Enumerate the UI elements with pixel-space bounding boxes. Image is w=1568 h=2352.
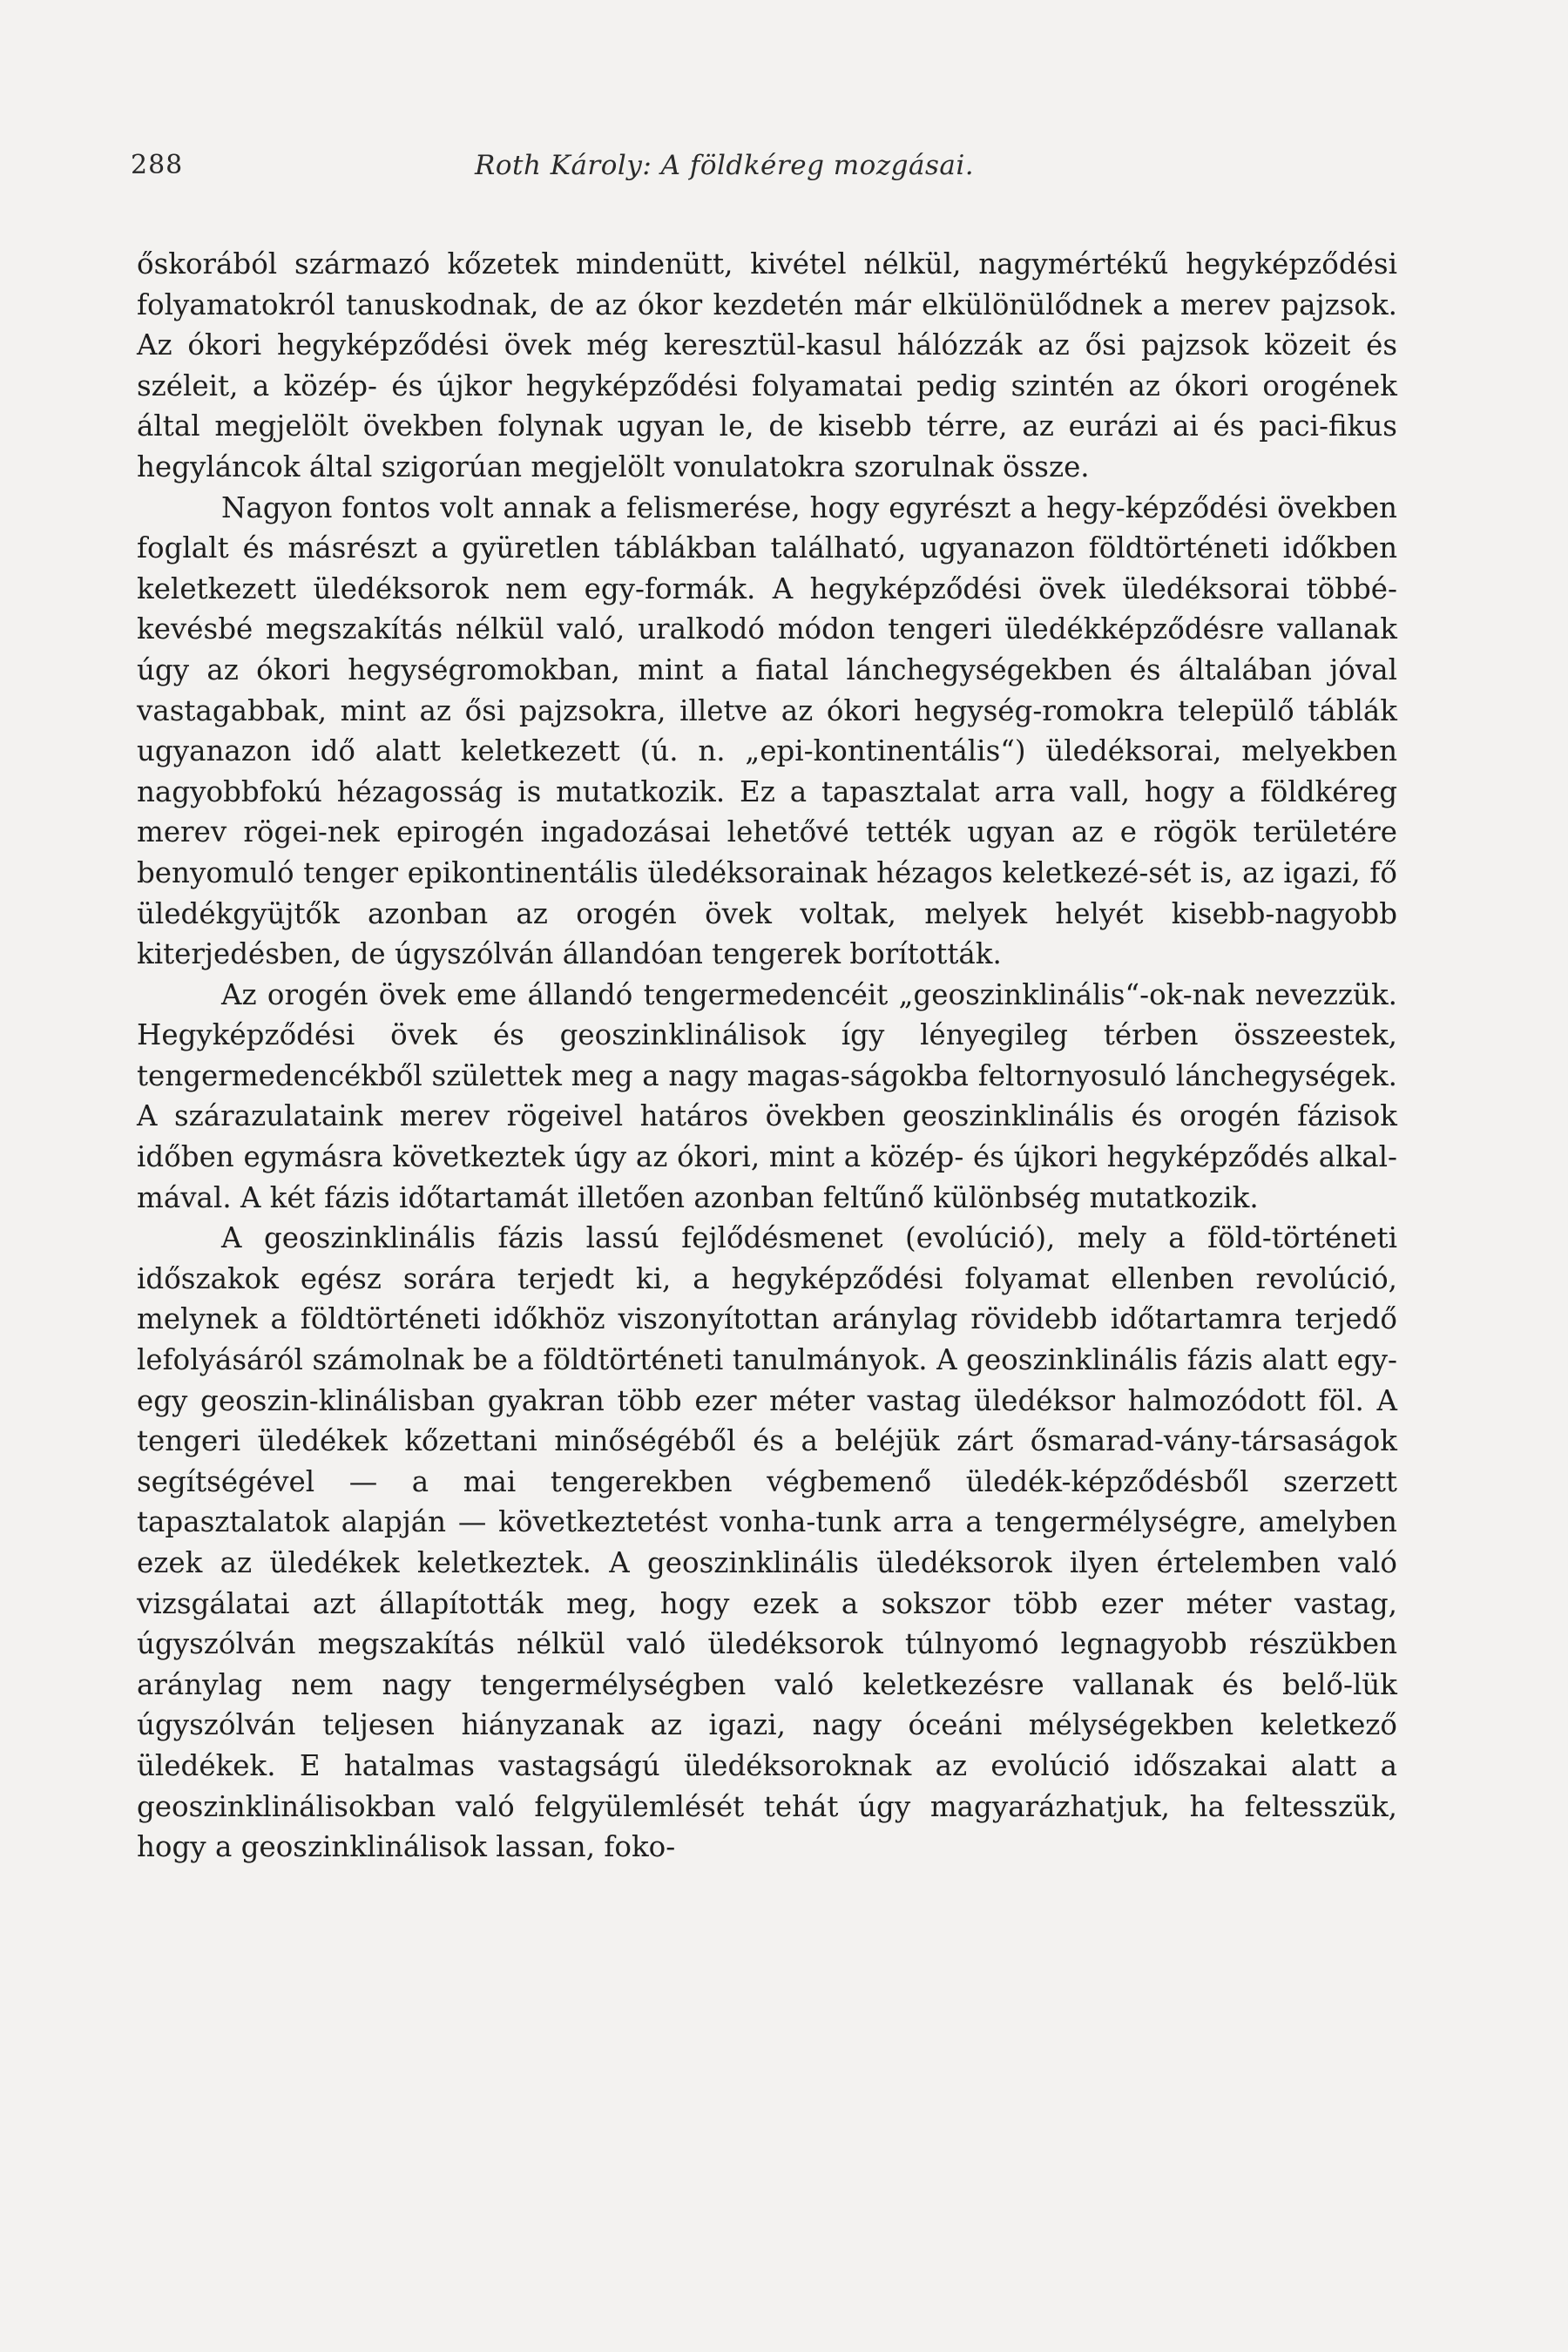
paragraph-4: A geoszinklinális fázis lassú fejlődésmenet (evolúció), mely a föld-történeti időszakok egész sorára terjedt ki, a hegyképződési folyamat ellenben revolúció, melynek a földtörténeti időkhöz viszonyítottan aránylag rövidebb időtartamra terjedő lefolyásáról számolnak be a földtörténeti tanulmányok. A geoszinklinális fázis alatt egy-egy geoszin-klinálisban gyakran több ezer méter vastag üledéksor halmozódott föl. A tengeri üledékek kőzettani minőségéből és a beléjük zárt ősmarad-vány-társaságok segítségével — a mai tengerekben végbemenő üledék-képződésből szerzett tapasztalatok alapján — következtetést vonha-tunk arra a tengermélységre, amelyben ezek az üledékek keletkeztek. A geoszinklinális üledéksorok ilyen értelemben való vizsgálatai azt állapították meg, hogy ezek a sokszor több ezer méter vastag, úgyszólván megszakítás nélkül való üledéksorok túlnyomó legnagyobb részükben aránylag nem nagy tengermélységben való keletkezésre vallanak és belő-lük úgyszólván teljesen hiányzanak az igazi, nagy óceáni mélységekben keletkező üledékek. E hatalmas vastagságú üledéksoroknak az evolúció időszakai alatt a geoszinklinálisokban való felgyülemlését tehát úgy magyarázhatjuk, ha feltesszük, hogy a geoszinklinálisok lassan, foko- (137, 1221, 1397, 1864)
running-title: Roth Károly: A földkéreg mozgásai. (475, 150, 975, 181)
page-number: 288 (131, 150, 184, 180)
body-text (137, 244, 1397, 1868)
paragraph-3: Az orogén övek eme állandó tengermedencéit „geoszinklinális“-ok-nak nevezzük. Hegyképződési övek és geoszinklinálisok így lényegileg térben összeestek, tengermedencékből születtek meg a nagy magas-ságokba feltornyosuló lánchegységek. A szárazulataink merev rögeivel határos övekben geoszinklinális és orogén fázisok időben egymásra következtek úgy az ókori, mint a közép- és újkori hegyképződés alkal-mával. A két fázis időtartamát illetően azonban feltűnő különbség mutatkozik. (137, 977, 1397, 1214)
paragraph-1: őskorából származó kőzetek mindenütt, kivétel nélkül, nagymértékű hegyképződési folyamatokról tanuskodnak, de az ókor kezdetén már elkülönülődnek a merev pajzsok. Az ókori hegyképződési övek még keresztül-kasul hálózzák az ősi pajzsok közeit és széleit, a közép- és újkor hegyképződési folyamatai pedig szintén az ókori orogének által megjelölt övekben folynak ugyan le, de kisebb térre, az eurázi ai és paci-fikus hegyláncok által szigorúan megjelölt vonulatokra szorulnak össze. (137, 247, 1397, 483)
page-header (131, 150, 1402, 193)
paragraph-2: Nagyon fontos volt annak a felismerése, hogy egyrészt a hegy-képződési övekben foglalt és másrészt a gyüretlen táblákban található, ugyanazon földtörténeti időkben keletkezett üledéksorok nem egy-formák. A hegyképződési övek üledéksorai többé-kevésbé megszakítás nélkül való, uralkodó módon tengeri üledékképződésre vallanak úgy az ókori hegységromokban, mint a fiatal lánchegységekben és általában jóval vastagabbak, mint az ősi pajzsokra, illetve az ókori hegység-romokra települő táblák ugyanazon idő alatt keletkezett (ú. n. „epi-kontinentális“) üledéksorai, melyekben nagyobbfokú hézagosság is mutatkozik. Ez a tapasztalat arra vall, hogy a földkéreg merev rögei-nek epirogén ingadozásai lehetővé tették ugyan az e rögök területére benyomuló tenger epikontinentális üledéksorainak hézagos keletkezé-sét is, az igazi, fő üledékgyüjtők azonban az orogén övek voltak, melyek helyét kisebb-nagyobb kiterjedésben, de úgyszólván állandóan tengerek borították. (137, 490, 1397, 971)
